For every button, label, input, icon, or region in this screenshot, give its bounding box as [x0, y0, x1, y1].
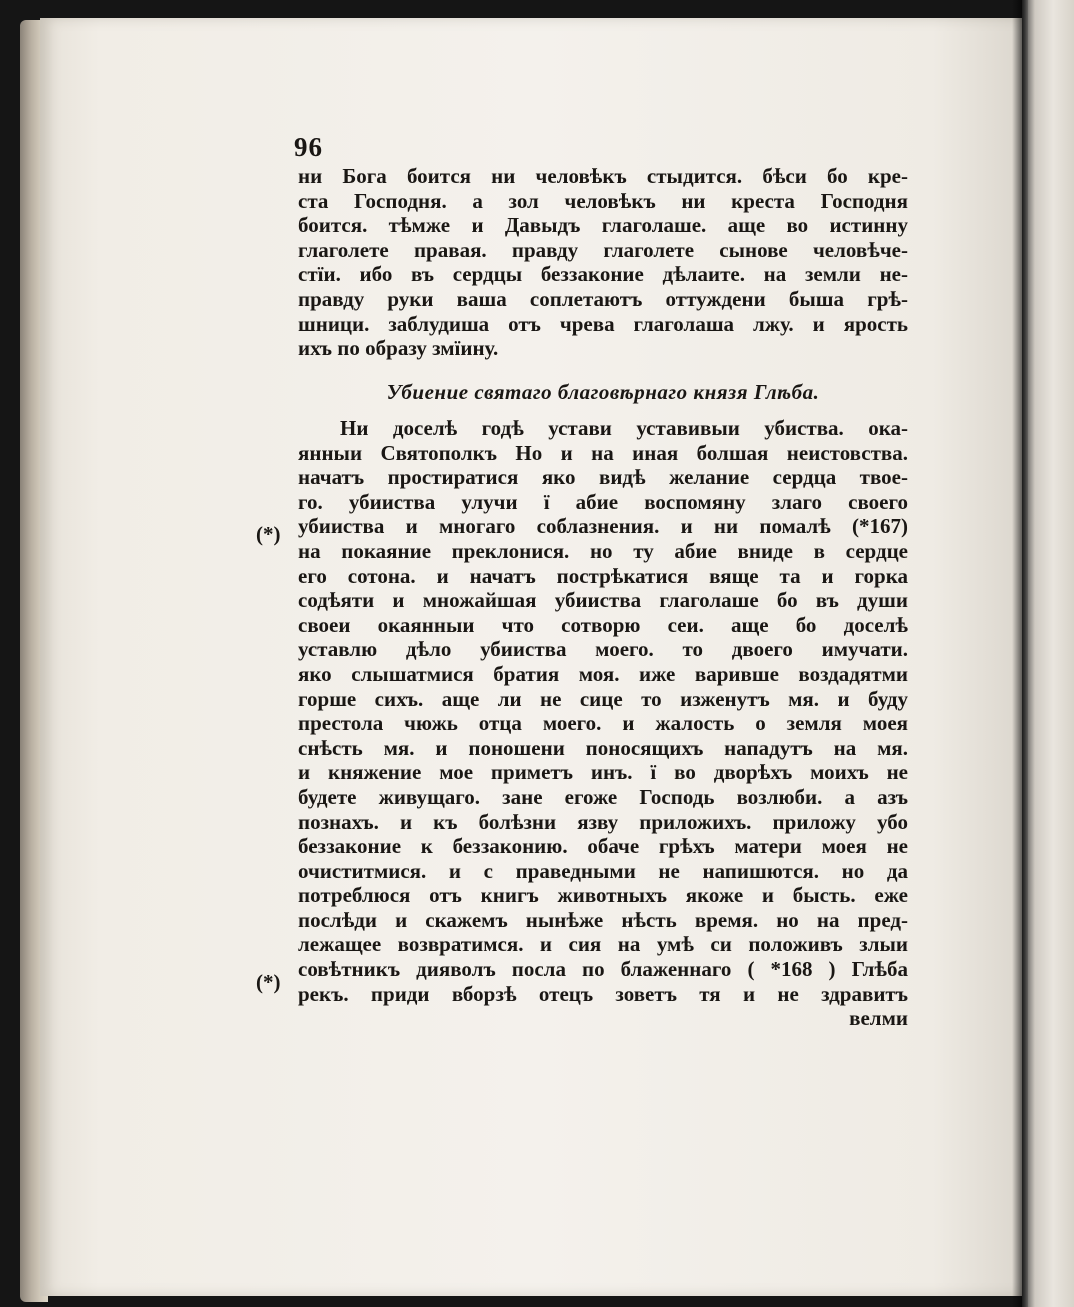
text-line: уставлю дѣло убииства моего. то двоего имучати.: [298, 637, 908, 662]
text-line: послѣди и скажемъ нынѣже нѣсть время. но на пред-: [298, 907, 908, 932]
margin-note-marker: (*): [256, 970, 281, 994]
text-line: и княжение мое приметъ инъ. ї во дворѣхъ моихъ не: [298, 760, 908, 785]
text-line: глаголете правая. правду глаголете сынове человѣче-: [298, 237, 908, 262]
text-line: будете живущаго. зане егоже Господь возлюби. а азъ: [298, 784, 908, 809]
paragraph-1: [298, 164, 908, 361]
text-line: яко слышатмися братия моя. иже варивше воздадятми: [298, 661, 908, 686]
page-number: 96: [294, 132, 323, 162]
text-line: снѣсть мя. и поношени поносящихъ нападутъ на мя.: [298, 735, 908, 760]
text-line: правду руки ваша соплетаютъ оттуждени быша грѣ-: [298, 286, 908, 311]
text-line: убииства и многаго соблазнения. и ни помалѣ (*167): [298, 514, 908, 539]
section-heading: Убиение святаго благовѣрнаго князя Глѣба.: [386, 380, 820, 404]
text-line: его сотона. и начатъ пострѣкатися вяще та и горка: [298, 563, 908, 588]
text-line: престола чюжь отца моего. и жалость о земля моея: [298, 711, 908, 736]
text-line: горше сихъ. аще ли не сице то изженутъ мя. и буду: [298, 686, 908, 711]
text-line: беззаконие к беззаконию. обаче грѣхъ матери моея не: [298, 834, 908, 859]
catchword: велми: [849, 1006, 908, 1031]
text-line: своеи окаянныи что сотворю сеи. аще бо доселѣ: [298, 612, 908, 637]
text-line: потреблюся отъ книгъ животныхъ якоже и бысть. еже: [298, 883, 908, 908]
text-line: на покаяние преклонися. но ту абие вниде в сердце: [298, 538, 908, 563]
text-line: рекъ. приди вборзѣ отецъ зоветъ тя и не здравитъ: [298, 981, 908, 1006]
margin-note-marker: (*): [256, 522, 281, 546]
text-line: янныи Святополкъ Но и на иная болшая неистовства.: [298, 440, 908, 465]
text-line: стїи. ибо въ сердцы беззаконие дѣлаите. на земли не-: [298, 262, 908, 287]
text-line: ста Господня. а зол человѣкъ ни креста Господня: [298, 188, 908, 213]
gutter-shadow: [1012, 0, 1028, 1307]
text-line: Ни доселѣ годѣ устави уставивыи убиства. ока-: [340, 416, 908, 440]
text-line: совѣтникъ дияволъ посла по блаженнаго ( *168 ) Глѣба: [298, 957, 908, 982]
text-line: ни Бога боится ни человѣкъ стыдится. бѣси бо кре-: [298, 164, 908, 188]
text-line: очиститмися. и с праведными не напишются. но да: [298, 858, 908, 883]
text-line: го. убииства улучи ї абие воспомяну злаго своего: [298, 489, 908, 514]
text-line: начатъ простиратися яко видѣ желание сердца твое-: [298, 465, 908, 490]
text-line: боится. тѣмже и Давыдъ глаголаше. аще во истинну: [298, 213, 908, 238]
facing-page-edge: [1022, 0, 1074, 1307]
paragraph-2: [298, 416, 908, 1031]
text-line: лежащее возвратимся. и сия на умѣ си положивъ злыи: [298, 932, 908, 957]
text-line: познахъ. и къ болѣзни язву приложихъ. приложу убо: [298, 809, 908, 834]
text-line: содѣяти и множайшая убииства глаголаше бо въ души: [298, 588, 908, 613]
text-line: ихъ по образу змїину.: [298, 336, 499, 361]
text-line: шници. заблудиша отъ чрева глаголаша лжу. и ярость: [298, 311, 908, 336]
